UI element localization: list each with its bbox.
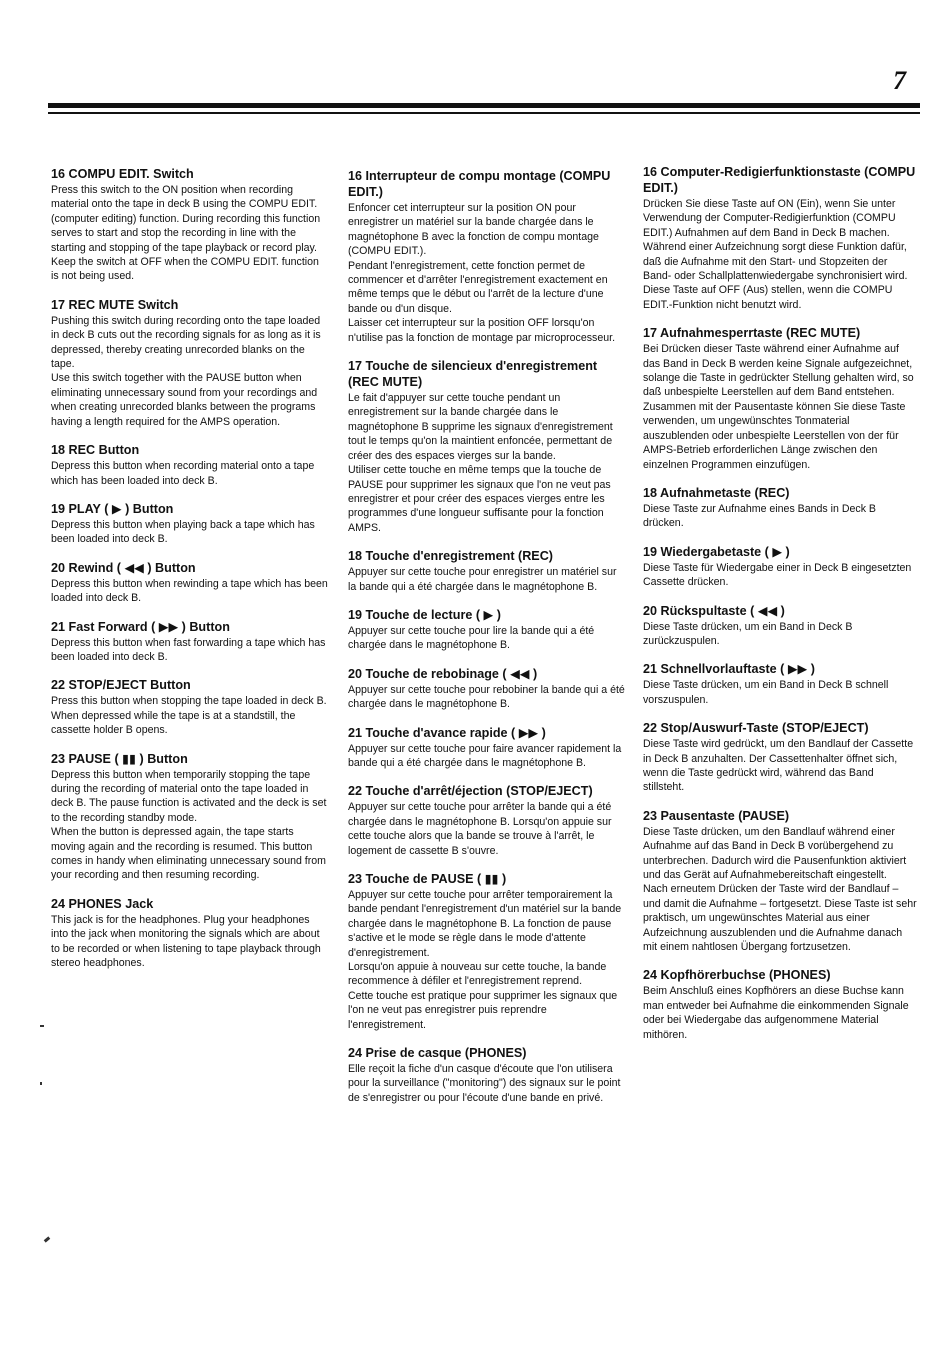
section-en-20 [51,560,329,606]
section-heading: 17 Touche de silencieux d'enregistrement (REC MUTE) [348,359,598,390]
section-heading: 21 Fast Forward ( ▶▶ ) Button [51,619,230,634]
column-english [51,166,329,983]
section-paragraph: Use this switch together with the PAUSE button when eliminating unnecessary sound from your recordings and when creating unrecorded blanks between the programs having a length required for the AMPS operation. [51,372,318,428]
section-heading: 19 Wiedergabetaste ( ▶ ) [643,544,790,559]
section-heading: 17 REC MUTE Switch [51,297,179,312]
section-paragraph: Drücken Sie diese Taste auf ON (Ein), wenn Sie unter Verwendung der Computer-Redigierfunktion (COMPU EDIT.) Aufnahmen auf dem Band in Deck B machen. [643,198,896,239]
section-en-17 [51,297,329,429]
section-heading: 16 COMPU EDIT. Switch [51,167,194,181]
section-fr-21 [348,725,626,771]
section-paragraph: Während einer Aufzeichnung sorgt diese Funktion dafür, daß die Aufnahme mit den Start- und Stopzeiten der Band- oder Schallplattenwiedergabe synchronisiert wird. [643,241,908,283]
section-paragraph: Diese Taste zur Aufnahme eines Bands in Deck B drücken. [643,502,876,530]
section-fr-20 [348,666,626,712]
section-en-19 [51,501,329,547]
section-paragraph: Diese Taste drücken, um den Bandlauf während einer Aufnahme auf das Band in Deck B vorübergehend zu unterbrechen. Dadurch wird die Pausenfunktion aktiviert und das Gerät auf Aufnahmebereitschaft eingestellt. [643,825,907,881]
section-de-24 [643,967,917,1042]
page-number: 7 [893,66,906,95]
section-paragraph: Appuyer sur cette touche pour faire avancer rapidement la bande qui a été chargée dans le magnétophone B. [348,742,622,769]
section-paragraph: Enfoncer cet interrupteur sur la position ON pour enregistrer un matériel sur la bande chargée dans le magnétophone B avec la fonction de compu montage (COMPU EDIT.). [348,202,599,258]
section-paragraph: Keep the switch at OFF when the COMPU EDIT. function is not being used. [51,256,319,283]
stray-mark [40,1082,42,1085]
section-paragraph: Press this switch to the ON position when recording material onto the tape in deck B using the COMPU EDIT. (computer editing) function. During recording this function serves to start and stop the recording in line with the starting and stopping of the tape playback or record play. [51,184,321,254]
section-heading: 16 Computer-Redigierfunktionstaste (COMPU EDIT.) [643,165,916,195]
section-heading: 18 Touche d'enregistrement (REC) [348,549,553,564]
section-heading: 21 Schnellvorlauftaste ( ▶▶ ) [643,662,815,677]
section-heading: 23 Pausentaste (PAUSE) [643,808,790,823]
section-paragraph: Laisser cet interrupteur sur la position OFF lorsqu'on n'utilise pas la fonction de montage par microprocesseur. [348,317,616,344]
section-paragraph: Le fait d'appuyer sur cette touche pendant un enregistrement sur la bande chargée dans le magnétophone B supprime les signaux d'enregistrement tout le temps qu'on la maintient enfoncée, permettant de créer des des espaces vierges sur la bande. [348,392,613,462]
section-paragraph: Bei Drücken dieser Taste während einer Aufnahme auf das Band in Deck B werden keine Signale aufgezeichnet, solange die Taste in gedrückter Stellung gehalten wird, so daß unbespielte Leerstellen auf dem Band entstehen. Zusammen mit der Pausentaste können Sie diese Taste verwenden, um ungewünschtes Tonmaterial auszublenden oder unbespielte Leerstellen von der für AMPS-Betrieb erforderlichen Länge zwischen den einzelnen Programmen einzufügen. [643,343,914,471]
section-paragraph: Beim Anschluß eines Kopfhörers an diese Buchse kann man entweder bei Aufnahme die einkommenden Signale oder bei Wiedergabe das aufgenommene Material mithören. [643,985,909,1041]
section-paragraph: Elle reçoit la fiche d'un casque d'écoute que l'on utilisera pour la surveillance ("monitoring") des signaux sur le point de s'enregistrer ou pour l'écoute d'une bande en privé. [348,1063,621,1104]
section-paragraph: Appuyer sur cette touche pour arrêter la bande qui a été chargée dans le magnétophone B. Lorsqu'on appuie sur cette touche alors que la bande se trouve à l'arrêt, le logement de cassette B s'ouvre. [348,801,612,857]
header-rule-thick [48,103,920,108]
section-fr-17 [348,358,626,535]
section-heading: 22 Touche d'arrêt/éjection (STOP/EJECT) [348,784,593,799]
section-paragraph: Depress this button when playing back a tape which has been loaded into deck B. [51,518,315,546]
section-de-16 [643,164,917,312]
section-paragraph: Diese Taste für Wiedergabe einer in Deck B eingesetzten Cassette drücken. [643,561,912,589]
section-paragraph: Pushing this switch during recording onto the tape loaded in deck B cuts out the recording signals for as long as it is depressed, thereby creating unrecorded blanks on the tape. [51,314,321,371]
section-heading: 21 Touche d'avance rapide ( ▶▶ ) [348,725,546,740]
section-heading: 23 Touche de PAUSE ( ▮▮ ) [348,872,507,886]
section-de-22 [643,720,917,795]
section-heading: 22 Stop/Auswurf-Taste (STOP/EJECT) [643,721,869,736]
section-heading: 16 Interrupteur de compu montage (COMPU EDIT.) [348,169,611,199]
section-heading: 17 Aufnahmesperrtaste (REC MUTE) [643,326,861,341]
section-paragraph: Diese Taste auf OFF (Aus) stellen, wenn die COMPU EDIT.-Funktion nicht benutzt wird. [643,284,893,311]
section-heading: 20 Rückspultaste ( ◀◀ ) [643,603,785,618]
section-fr-19 [348,607,626,653]
section-paragraph: Appuyer sur cette touche pour arrêter temporairement la bande pendant l'enregistrement d'un matériel sur la bande chargée dans le magnétophone B. La fonction de pause s'active et le mode se règle dans le mode d'attente d'enregistrement. [348,889,622,959]
section-en-23 [51,751,329,883]
section-paragraph: Press this button when stopping the tape loaded in deck B. When depressed while the tape is at a standstill, the cassette holder B opens. [51,695,327,737]
column-french [348,168,626,1118]
section-fr-24 [348,1045,626,1105]
section-fr-16 [348,168,626,345]
section-paragraph: This jack is for the headphones. Plug your headphones into the jack when monitoring the signals which are about to be recorded or when listening to tape playback through stereo headphones. [51,913,321,970]
header-rule-thin [48,112,920,114]
section-de-21 [643,661,917,707]
section-paragraph: Appuyer sur cette touche pour enregistrer un matériel sur la bande qui a été chargée dans le magnétophone B. [348,566,617,593]
section-fr-23 [348,871,626,1032]
section-heading: 18 Aufnahmetaste (REC) [643,485,790,500]
stray-mark [40,1025,44,1027]
section-de-23 [643,808,917,955]
section-heading: 19 PLAY ( ▶ ) Button [51,501,174,516]
section-paragraph: Lorsqu'on appuie à nouveau sur cette touche, la bande recommence à défiler et l'enregistrement reprend. [348,961,607,988]
section-fr-22 [348,783,626,858]
section-de-18 [643,485,917,531]
section-heading: 20 Rewind ( ◀◀ ) Button [51,560,196,575]
section-heading: 24 PHONES Jack [51,896,154,911]
section-paragraph: Appuyer sur cette touche pour lire la bande qui a été chargée dans le magnétophone B. [348,624,595,652]
section-en-21 [51,619,329,665]
section-paragraph: Diese Taste drücken, um ein Band in Deck B schnell vorszuspulen. [643,679,889,706]
section-paragraph: Depress this button when temporarily stopping the tape during the recording of material onto the tape loaded in deck B. The pause function is activated and the deck is set to the recording standby mode. [51,768,327,824]
section-de-19 [643,544,917,590]
section-heading: 19 Touche de lecture ( ▶ ) [348,607,501,622]
section-en-16 [51,166,329,284]
section-paragraph: Cette touche est pratique pour supprimer les signaux que l'on ne veut pas enregistrer puis reprendre l'enregistrement. [348,989,618,1031]
section-en-22 [51,677,329,737]
stray-mark [44,1236,51,1242]
section-fr-18 [348,548,626,594]
section-paragraph: Appuyer sur cette touche pour rebobiner la bande qui a été chargée dans le magnétophone B. [348,683,625,711]
section-heading: 24 Prise de casque (PHONES) [348,1046,527,1061]
section-paragraph: Diese Taste wird gedrückt, um den Bandlauf der Cassette in Deck B anzuhalten. Der Cassettenhalter öffnet sich, wenn die Taste gedrückt wird, während das Band stillsteht. [643,738,914,794]
section-paragraph: Utiliser cette touche en même temps que la touche de PAUSE pour supprimer les signaux que l'on ne veut pas enregistrer et pour créer des espaces vierges entre les programmes d'une longueur suffisante pour la fonction AMPS. [348,464,611,534]
section-en-18 [51,442,329,488]
section-paragraph: When the button is depressed again, the tape starts moving again and the recording is resumed. This button comes in handy when eliminating unnecessary sound from your recording and then resuming recording. [51,826,326,882]
section-paragraph: Diese Taste drücken, um ein Band in Deck B zurückzuspulen. [643,620,853,647]
section-paragraph: Depress this button when rewinding a tape which has been loaded into deck B. [51,577,328,605]
column-german [643,164,917,1055]
section-paragraph: Nach erneutem Drücken der Taste wird der Bandlauf – und damit die Aufnahme – fortgesetzt. Diese Taste ist sehr praktisch, um ungewünschtes Material aus einer Aufzeichnung auszublenden und die Aufnahme danach mit einem nahtlosen Übergang fortzusetzen. [643,883,917,954]
section-en-24 [51,896,329,971]
section-de-20 [643,603,917,649]
section-paragraph: Depress this button when fast forwarding a tape which has been loaded into deck B. [51,636,326,663]
section-heading: 22 STOP/EJECT Button [51,678,191,693]
section-heading: 18 REC Button [51,443,140,458]
section-heading: 24 Kopfhörerbuchse (PHONES) [643,968,831,983]
section-paragraph: Pendant l'enregistrement, cette fonction permet de commencer et d'arrêter l'enregistrement exactement en même temps que le début ou l'arrêt de la lecture d'une bande ou d'un disque. [348,259,608,315]
section-heading: 23 PAUSE ( ▮▮ ) Button [51,751,188,766]
section-heading: 20 Touche de rebobinage ( ◀◀ ) [348,666,538,681]
section-paragraph: Depress this button when recording material onto a tape which has been loaded into deck B. [51,460,315,487]
section-de-17 [643,325,917,472]
